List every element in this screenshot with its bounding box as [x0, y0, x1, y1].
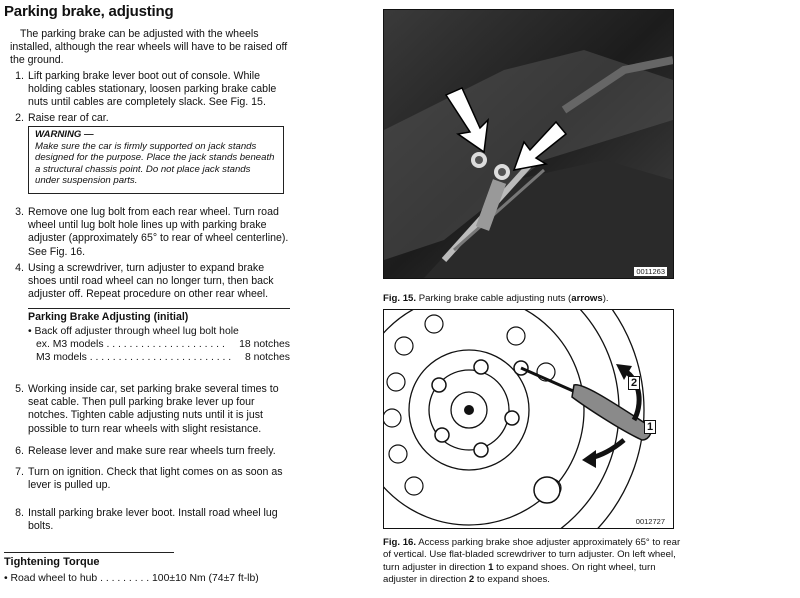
step-text: Using a screwdriver, turn adjuster to expand brake shoes until road wheel can no longer turn, then back adjuster off. Repeat procedure on other rear wheel.	[28, 262, 274, 301]
step-5	[10, 383, 294, 437]
step-number: 4.	[15, 262, 24, 274]
page-title: Parking brake, adjusting	[4, 3, 174, 20]
adjusting-box-heading: Parking Brake Adjusting (initial)	[28, 308, 290, 323]
step-text: Remove one lug bolt from each rear wheel. Turn road wheel until lug bolt hole lines up with parking brake adjuster (approximately 65° to rear of wheel centerline). See Fig. 16.	[28, 206, 289, 258]
warning-body: Make sure the car is firmly supported on jack stands designed for the purpose. Place the jack stands beneath a structural chassis point. Do not place jack stands under suspension parts.	[35, 140, 275, 187]
spec-label: M3 models . . . . . . . . . . . . . . . . . . . . . . . . .	[36, 352, 232, 363]
spec-value: 18 notches	[239, 339, 290, 350]
step-text: Release lever and make sure rear wheels turn freely.	[28, 445, 276, 457]
fig15-illustration	[384, 10, 673, 278]
step-3	[10, 206, 294, 260]
step-7	[10, 466, 294, 494]
fig15-reference: 0011263	[636, 267, 665, 276]
direction-2-marker: 2	[628, 376, 640, 390]
fig16-drawing	[383, 309, 674, 529]
intro-paragraph: The parking brake can be adjusted with the wheels installed, although the rear wheels will have to be raised off the ground.	[10, 28, 288, 67]
step-2	[10, 112, 294, 126]
spec-label: ex. M3 models . . . . . . . . . . . . . . . . . . . . .	[36, 339, 225, 350]
step-number: 7.	[15, 466, 24, 478]
step-number: 8.	[15, 507, 24, 519]
spec-row	[28, 352, 290, 365]
step-number: 5.	[15, 383, 24, 395]
step-number: 1.	[15, 70, 24, 82]
adjusting-bullet: • Back off adjuster through wheel lug bolt hole	[28, 326, 239, 337]
step-8	[10, 507, 294, 535]
fig16-caption: Fig. 16. Access parking brake shoe adjuster approximately 65° to rear of vertical. Use flat-bladed screwdriver to turn adjuster. On left wheel, turn adjuster in direction 1 to expand shoes. On right wheel, turn adjuster in direction 2 to expand shoes.	[383, 537, 681, 586]
step-text: Lift parking brake lever boot out of console. While holding cables stationary, loosen parking brake cable nuts until cables are completely slack. See Fig. 15.	[28, 70, 277, 109]
warning-title: WARNING —	[35, 129, 94, 140]
torque-row: • Road wheel to hub . . . . . . . . . 100±10 Nm (74±7 ft-lb)	[4, 573, 259, 584]
direction-1-marker: 1	[644, 420, 656, 434]
warning-box	[28, 126, 284, 194]
step-text: Install parking brake lever boot. Install road wheel lug bolts.	[28, 507, 278, 533]
step-text: Turn on ignition. Check that light comes on as soon as lever is pulled up.	[28, 466, 283, 492]
fig15-photo	[383, 9, 674, 279]
spec-row	[28, 339, 290, 352]
step-text: Raise rear of car.	[28, 112, 109, 124]
step-4	[10, 262, 294, 302]
fig15-caption: Fig. 15. Parking brake cable adjusting nuts (arrows).	[383, 293, 609, 304]
step-number: 2.	[15, 112, 24, 124]
fig16-illustration	[384, 310, 673, 528]
step-6	[10, 445, 294, 459]
torque-heading: Tightening Torque	[4, 552, 174, 568]
step-1	[10, 70, 294, 110]
spec-value: 8 notches	[244, 352, 290, 363]
step-text: Working inside car, set parking brake several times to seat cable. Then pull parking brake lever up four notches. Tighten cable adjusting nuts until it is just possible to turn rear wheels with slight resistance.	[28, 383, 279, 435]
step-number: 6.	[15, 445, 24, 457]
fig16-reference: 0012727	[635, 517, 665, 526]
step-number: 3.	[15, 206, 24, 218]
